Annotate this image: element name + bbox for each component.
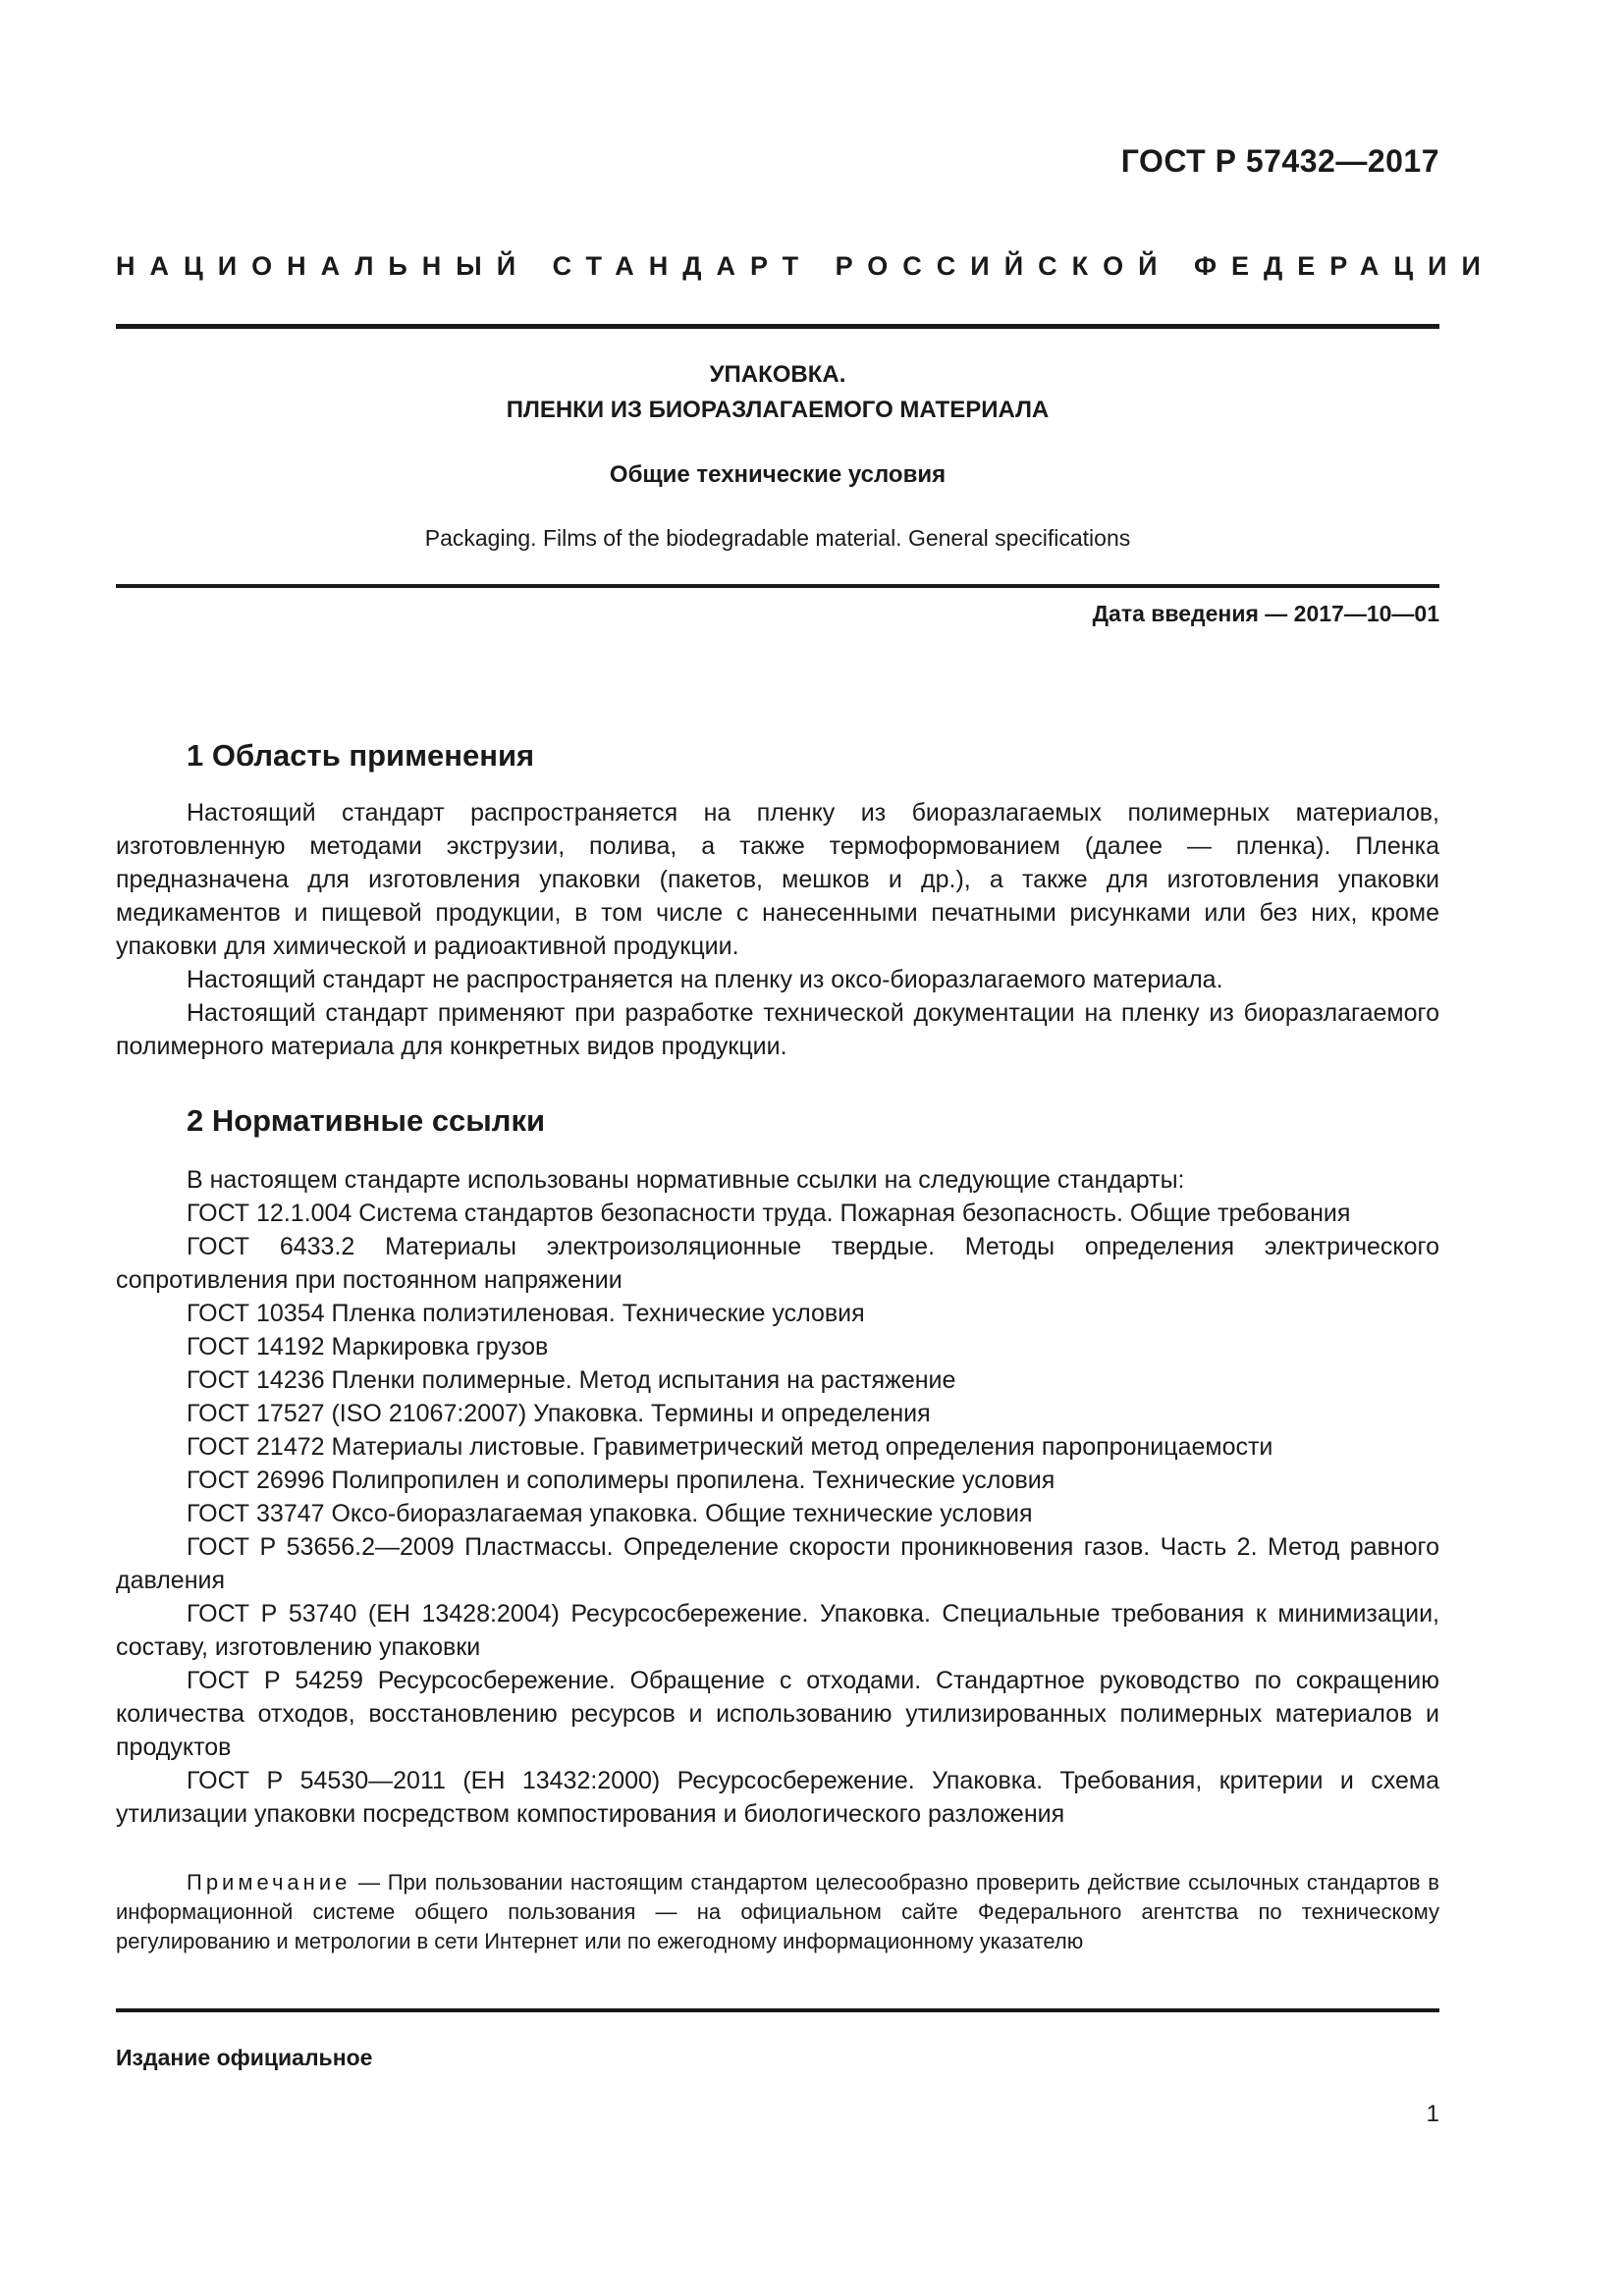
reference-item: ГОСТ Р 53656.2—2009 Пластмассы. Определение скорости проникновения газов. Часть 2. Метод равного давления (116, 1533, 1439, 1594)
top-rule (116, 324, 1439, 329)
subtitle: Общие технические условия (609, 461, 947, 488)
reference-item: ГОСТ 12.1.004 Система стандартов безопасности труда. Пожарная безопасность. Общие требования (187, 1200, 1351, 1227)
reference-item: ГОСТ 14192 Маркировка грузов (187, 1333, 549, 1361)
reference-item: ГОСТ Р 54259 Ресурсосбережение. Обращение с отходами. Стандартное руководство по сокращению количества отходов, восстановлению ресурсов и использованию утилизированных полимерных материалов и продуктов (116, 1667, 1439, 1761)
section-1-paragraph: Настоящий стандарт не распространяется на пленку из оксо-биоразлагаемого материала. (187, 966, 1223, 993)
reference-item: ГОСТ 21472 Материалы листовые. Гравиметрический метод определения паропроницаемости (187, 1433, 1273, 1461)
reference-item: ГОСТ 10354 Пленка полиэтиленовая. Технические условия (187, 1300, 865, 1327)
section-2-intro: В настоящем стандарте использованы нормативные ссылки на следующие стандарты: (187, 1166, 1185, 1194)
title-block (116, 357, 1439, 428)
reference-item: ГОСТ Р 53740 (ЕН 13428:2004) Ресурсосбережение. Упаковка. Специальные требования к минимизации, составу, изготовлению упаковки (116, 1600, 1439, 1661)
title-line-1: УПАКОВКА. (709, 361, 846, 388)
reference-item: ГОСТ 26996 Полипропилен и сополимеры пропилена. Технические условия (187, 1467, 1056, 1494)
official-edition-label: Издание официальное (116, 2045, 373, 2070)
section-1-paragraph: Настоящий стандарт применяют при разработке технической документации на пленку из биоразлагаемого полимерного материала для конкретных видов продукции. (116, 999, 1439, 1060)
reference-item: ГОСТ 6433.2 Материалы электроизоляционные твердые. Методы определения электрического сопротивления при постоянном напряжении (116, 1233, 1439, 1294)
section-2-body (116, 1163, 1439, 1831)
note-label: Примечание (187, 1870, 352, 1895)
reference-item: ГОСТ 33747 Оксо-биоразлагаемая упаковка. Общие технические условия (187, 1500, 1033, 1527)
gost-number: ГОСТ Р 57432—2017 (1120, 143, 1439, 179)
section-1-heading: 1 Область применения (187, 738, 535, 773)
reference-item: ГОСТ 17527 (ISO 21067:2007) Упаковка. Термины и определения (187, 1400, 931, 1427)
national-standard-heading: НАЦИОНАЛЬНЫЙ СТАНДАРТ РОССИЙСКОЙ ФЕДЕРАЦИИ (116, 251, 1495, 281)
reference-item: ГОСТ 14236 Пленки полимерные. Метод испытания на растяжение (187, 1366, 956, 1394)
title-bottom-rule (116, 584, 1439, 588)
section-1-paragraph: Настоящий стандарт распространяется на пленку из биоразлагаемых полимерных материалов, изготовленную методами экструзии, полива, а также термоформованием (далее — пленка). Пленка предназначена для изготовления упаковки (пакетов, мешков и др.), а также для изготовления упаковки медикаментов и пищевой продукции, в том числе с нанесенными печатными рисунками или без них, кроме упаковки для химической и радиоактивной продукции. (116, 799, 1439, 960)
title-line-2: ПЛЕНКИ ИЗ БИОРАЗЛАГАЕМОГО МАТЕРИАЛА (506, 397, 1050, 423)
introduction-date: Дата введения — 2017—10—01 (1092, 601, 1439, 626)
reference-item: ГОСТ Р 54530—2011 (ЕН 13432:2000) Ресурсосбережение. Упаковка. Требования, критерии и схема утилизации упаковки посредством компостирования и биологического разложения (116, 1767, 1439, 1828)
english-title: Packaging. Films of the biodegradable material. General specifications (424, 525, 1131, 551)
section-2-heading: 2 Нормативные ссылки (187, 1103, 546, 1138)
note-paragraph (116, 1868, 1439, 1956)
footer-rule (116, 2008, 1439, 2012)
page-number: 1 (1426, 2101, 1439, 2127)
section-1-body (116, 796, 1439, 1063)
note-text: — При пользовании настоящим стандартом целесообразно проверить действие ссылочных стандартов в информационной системе общего пользования — на официальном сайте Федерального агентства по техническому регулированию и метрологии в сети Интернет или по ежегодному информационному указателю (116, 1870, 1439, 1953)
note-block (116, 1868, 1439, 1956)
